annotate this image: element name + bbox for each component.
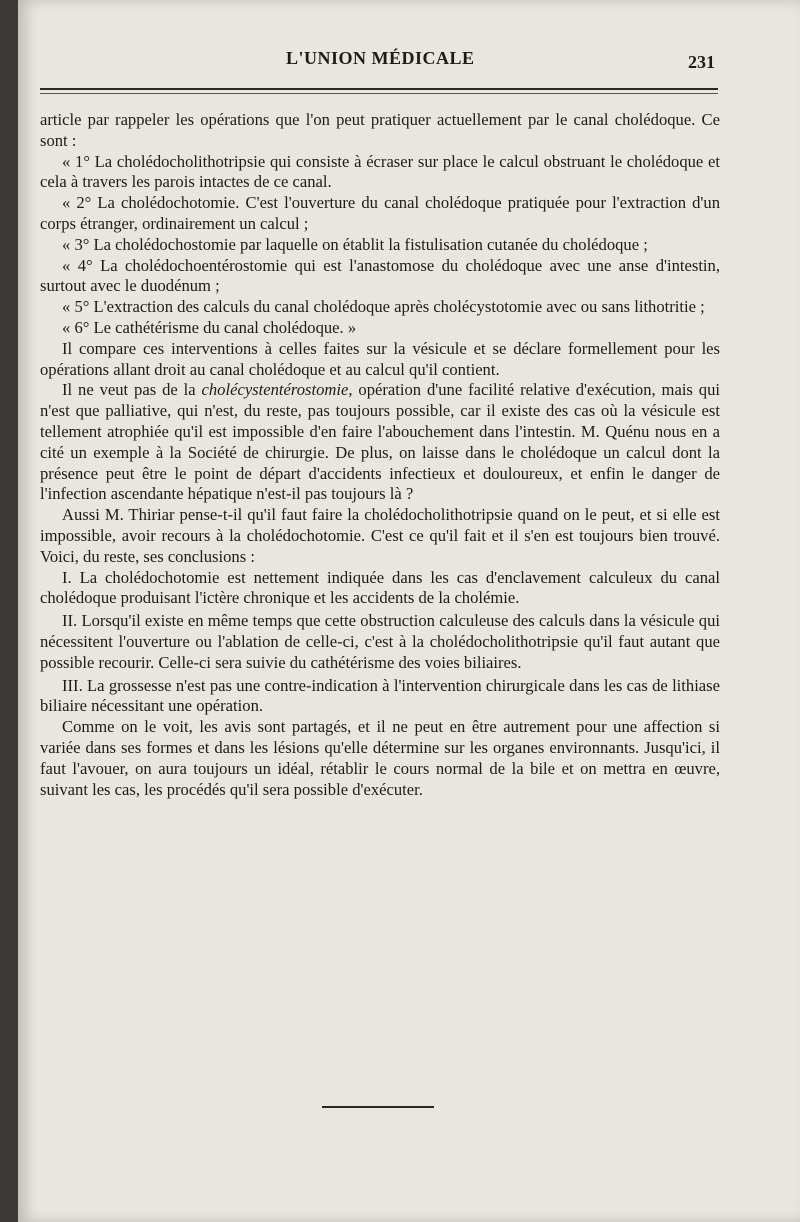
text-run: Il ne veut pas de la bbox=[62, 380, 202, 400]
list-item-6: « 6° Le cathétérisme du canal cholédoque. » bbox=[62, 317, 357, 337]
text-run: , opération d'une facilité relative d'exécution, mais qui n'est que palliative, qui n'est, du reste, pas toujours possible, car il existe des cas où la vésicule est tellement atrophiée qu'il est impossible d'en faire l'abouchement dans l'intestin. M. Quénu nous en a cité un exemple à la Société de chirurgie. De plus, on laisse dans le cholédoque un calcul dont la présence peut être le point de départ d'accidents infectieux et douloureux, et enfin le danger de l'infection ascendante hépatique n'est-il pas toujours là ? bbox=[40, 380, 720, 504]
list-item-4: « 4° La cholédochoentérostomie qui est l'anastomose du cholédoque avec une anse d'intestin, surtout avec le duodénum ; bbox=[40, 255, 720, 296]
list-item-5: « 5° L'extraction des calculs du canal cholédoque après cholécystotomie avec ou sans lithotritie ; bbox=[62, 297, 705, 317]
paragraph-intro: article par rappeler les opérations que l'on peut pratiquer actuellement par le canal cholédoque. Ce sont : bbox=[40, 110, 720, 150]
journal-page bbox=[18, 0, 800, 1222]
paragraph-comparison: Il compare ces interventions à celles faites sur la vésicule et se déclare formellement pour les opérations allant droit au canal cholédoque et au calcul qu'il contient. bbox=[40, 338, 720, 379]
paragraph-cholecystenterostomy bbox=[40, 380, 720, 505]
italic-term: cholécystentérostomie bbox=[201, 380, 349, 400]
paragraph-thiriar: Aussi M. Thiriar pense-t-il qu'il faut faire la cholédocholithotripsie quand on le peut, et si elle est impossible, avoir recours à la cholédochotomie. C'est ce qu'il fait et il s'en est toujours bien trouvé. Voici, du reste, ses conclusions : bbox=[40, 505, 720, 566]
section-end-rule bbox=[322, 1106, 434, 1108]
conclusion-3: III. La grossesse n'est pas une contre-indication à l'intervention chirurgicale dans les cas de lithiase biliaire nécessitant une opération. bbox=[40, 675, 720, 716]
header-rule-thin bbox=[40, 93, 718, 94]
page-number: 231 bbox=[688, 52, 715, 72]
list-item-1: « 1° La cholédocholithotripsie qui consiste à écraser sur place le calcul obstruant le cholédoque et cela à travers les parois intactes de ce canal. bbox=[40, 151, 720, 192]
article-body bbox=[40, 110, 720, 800]
conclusion-2: II. Lorsqu'il existe en même temps que cette obstruction calculeuse des calculs dans la vésicule qui nécessitent l'ouverture ou l'ablation de celle-ci, c'est à la cholédocholithotripsie qu'il faut autant que possible recourir. Celle-ci sera suivie du cathétérisme des voies biliaires. bbox=[40, 611, 720, 672]
header-rule bbox=[40, 88, 718, 90]
journal-title: L'UNION MÉDICALE bbox=[286, 48, 475, 68]
running-head bbox=[18, 48, 800, 78]
conclusion-1: I. La cholédochotomie est nettement indiquée dans les cas d'enclavement calculeux du canal cholédoque produisant l'ictère chronique et les accidents de la cholémie. bbox=[40, 567, 720, 608]
list-item-2: « 2° La cholédochotomie. C'est l'ouverture du canal cholédoque pratiquée pour l'extraction d'un corps étranger, ordinairement un calcul ; bbox=[40, 193, 720, 233]
paragraph-closing: Comme on le voit, les avis sont partagés, et il ne peut en être autrement pour une affection si variée dans ses formes et dans les lésions qu'elle détermine sur les organes environnants. Jusqu'ici, il faut l'avouer, on aura toujours un idéal, rétablir le cours normal de la bile et on mettra en œuvre, suivant les cas, les procédés qu'il sera possible d'exécuter. bbox=[40, 717, 720, 799]
list-item-3: « 3° La cholédochostomie par laquelle on établit la fistulisation cutanée du cholédoque ; bbox=[62, 234, 648, 254]
